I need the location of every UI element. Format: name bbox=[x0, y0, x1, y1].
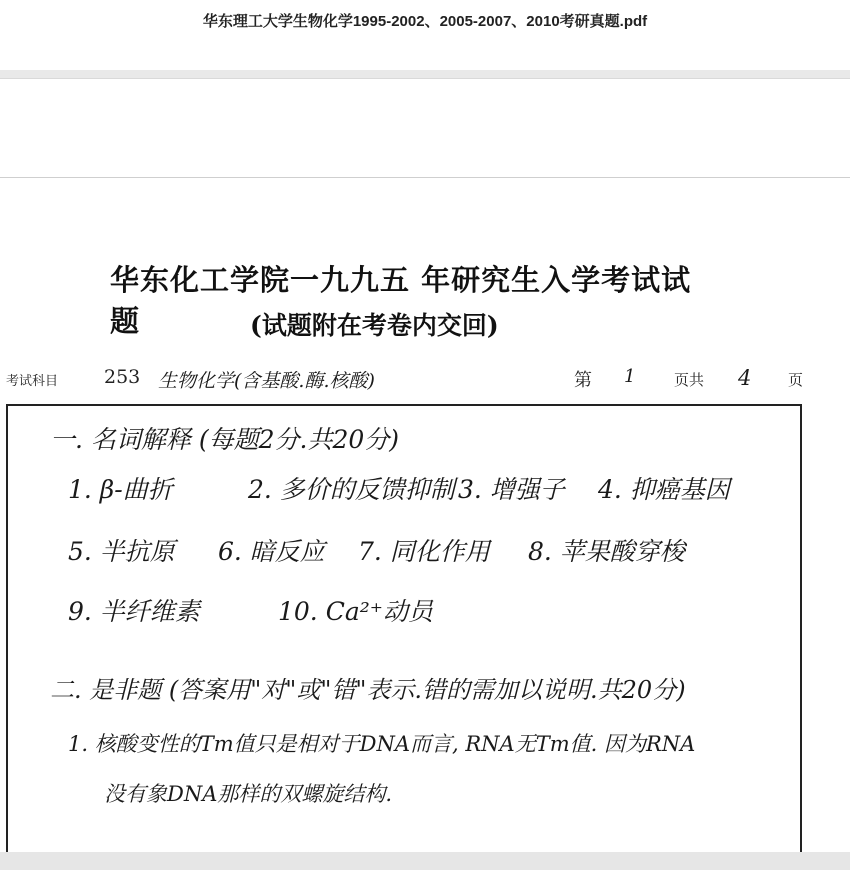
term-item: 10. Ca²⁺动员 bbox=[278, 597, 433, 626]
term-row bbox=[68, 592, 798, 632]
term-row bbox=[68, 532, 798, 572]
exam-meta-row bbox=[6, 366, 806, 396]
term-item: 5. 半抗原 bbox=[68, 537, 175, 566]
document-title: 华东理工大学生物化学1995-2002、2005-2007、2010考研真题.pdf bbox=[202, 13, 648, 30]
exam-title: 华东化工学院一九九五 年研究生入学考试试题 bbox=[110, 263, 692, 338]
subject-label: 考试科目 bbox=[6, 374, 59, 389]
section1-heading: 一. 名词解释 (每题2分.共20分) bbox=[50, 425, 400, 454]
page-label: 第 bbox=[574, 370, 592, 391]
exam-subtitle: (试题附在考卷内交回) bbox=[250, 311, 499, 340]
bottom-scroll-bar bbox=[0, 852, 850, 870]
term-item: 1. β-曲折 bbox=[68, 475, 173, 504]
subject-code: 253 bbox=[104, 366, 141, 388]
term-item: 8. 苹果酸穿梭 bbox=[528, 537, 685, 566]
total-pages: 4 bbox=[738, 366, 752, 390]
term-item: 9. 半纤维素 bbox=[68, 597, 200, 626]
term-row bbox=[68, 470, 798, 510]
term-item: 3. 增强子 bbox=[458, 475, 565, 504]
exam-page[interactable] bbox=[0, 178, 850, 852]
page-number: 1 bbox=[624, 366, 636, 387]
blank-page-area bbox=[0, 79, 850, 178]
question-text: 1. 核酸变性的Tm值只是相对于DNA而言, RNA无Tm值. 因为RNA bbox=[68, 732, 696, 756]
term-item: 6. 暗反应 bbox=[218, 537, 325, 566]
total-label: 页共 bbox=[674, 371, 705, 389]
question-text: 没有象DNA那样的双螺旋结构. bbox=[104, 782, 393, 806]
page-suffix: 页 bbox=[788, 371, 804, 389]
term-item: 7. 同化作用 bbox=[358, 537, 490, 566]
term-item: 4. 抑癌基因 bbox=[598, 475, 730, 504]
section2-heading: 二. 是非题 (答案用"对"或"错"表示.错的需加以说明.共20分) bbox=[50, 676, 686, 704]
question-box bbox=[6, 404, 802, 852]
subject-name: 生物化学(含基酸.酶.核酸) bbox=[158, 370, 375, 392]
page-separator bbox=[0, 70, 850, 79]
document-header bbox=[0, 0, 850, 70]
term-item: 2. 多价的反馈抑制 bbox=[248, 475, 455, 504]
